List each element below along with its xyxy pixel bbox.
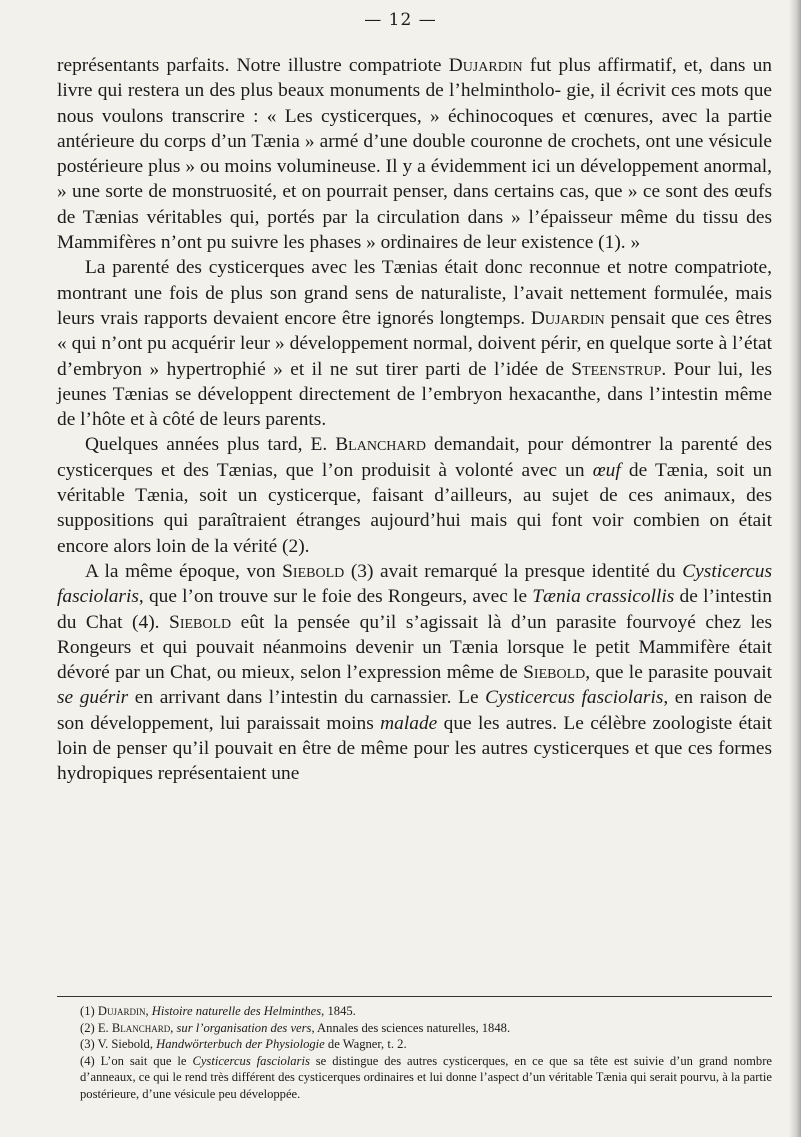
paragraph-1: représentants parfaits. Notre illustre compatriote Dujardin fut plus affirmatif, et, dans un livre qui restera un des plus beaux monuments de l’helmintholo- gie, il écrivit ces mots que nous voulons transcrire : « Les cysticerques, » échinocoques et cœnures, avec la partie antérieure du corps d’un Tænia » armé d’une double couronne de crochets, ont une vésicule postérieure plus » ou moins volumineuse. Il y a évidemment ici un développement anormal, » une sorte de monstruosité, et on pourrait penser, dans certains cas, que » ce sont des œufs de Tænias véritables qui, portés par la circulation dans » l’épaisseur même du tissu des Mammifères n’ont pu suivre les phases » ordinaires de leur existence (1). » <box>57 55 773 254</box>
page-number: — 12 — <box>364 10 437 30</box>
footnote-2: (2) E. Blanchard, sur l’organisation des vers, Annales des sciences naturelles, 1848. <box>80 1020 511 1035</box>
footnote-4: (4) L’on sait que le Cysticercus fasciolaris se distingue des autres cysticerques, en ce que sa tête est suivie d’un grand nombre d’anneaux, ce qui le rend très différent des cysticerques ordinaires et lui donne l’aspect d’un véritable Tænia qui serait pourvu, à la partie postérieure, d’une vésicule peu développée. <box>80 1053 772 1101</box>
footnotes <box>80 1003 772 1102</box>
paragraph-3: Quelques années plus tard, E. Blanchard demandait, pour démontrer la parenté des cysticerques et des Tænias, que l’on produisit à volonté avec un œuf de Tænia, soit un véritable Tænia, soit un cysticerque, faisant d’ailleurs, au sujet de ces animaux, des suppositions qui paraîtraient étranges aujourd’hui mais qui font voir combien on était encore alors loin de la vérité (2). <box>57 434 772 557</box>
main-text <box>57 53 772 787</box>
footnote-1: (1) Dujardin, Histoire naturelle des Helminthes, 1845. <box>80 1004 356 1018</box>
paragraph-4: A la même époque, von Siebold (3) avait remarqué la presque identité du Cysticercus fasciolaris, que l’on trouve sur le foie des Rongeurs, avec le Tænia crassicollis de l’intestin du Chat (4). Siebold eût la pensée qu’il s’agissait là d’un parasite fourvoyé chez les Rongeurs et qui pouvait néanmoins devenir un Tænia lorsque le petit Mammifère était dévoré par un Chat, ou mieux, selon l’expression même de Siebold, que le parasite pouvait se guérir en arrivant dans l’intestin du carnassier. Le Cysticercus fasciolaris, en raison de son développement, lui paraissait moins malade que les autres. Le célèbre zoologiste était loin de penser qu’il pouvait en être de même pour les autres cysticerques et que ces formes hydropiques représentaient une <box>57 560 773 785</box>
paragraph-2: La parenté des cysticerques avec les Tænias était donc reconnue et notre compatriote, montrant une fois de plus son grand sens de naturaliste, l’avait nettement formulée, mais leurs vrais rapports devaient encore être ignorés longtemps. Dujardin pensait que ces êtres « qui n’ont pu acquérir leur » développement normal, doivent périr, en quelque sorte à l’état d’embryon » hypertrophié » et il ne sut tirer parti de l’idée de Steenstrup. Pour lui, les jeunes Tænias se développent directement de l’embryon hexacanthe, dans l’intestin même de l’hôte et à côté de leurs parents. <box>57 257 772 431</box>
footnote-divider <box>57 996 772 997</box>
footnote-3: (3) V. Siebold, Handwörterbuch der Physiologie de Wagner, t. 2. <box>80 1037 407 1051</box>
page-edge-shadow <box>789 0 801 1137</box>
